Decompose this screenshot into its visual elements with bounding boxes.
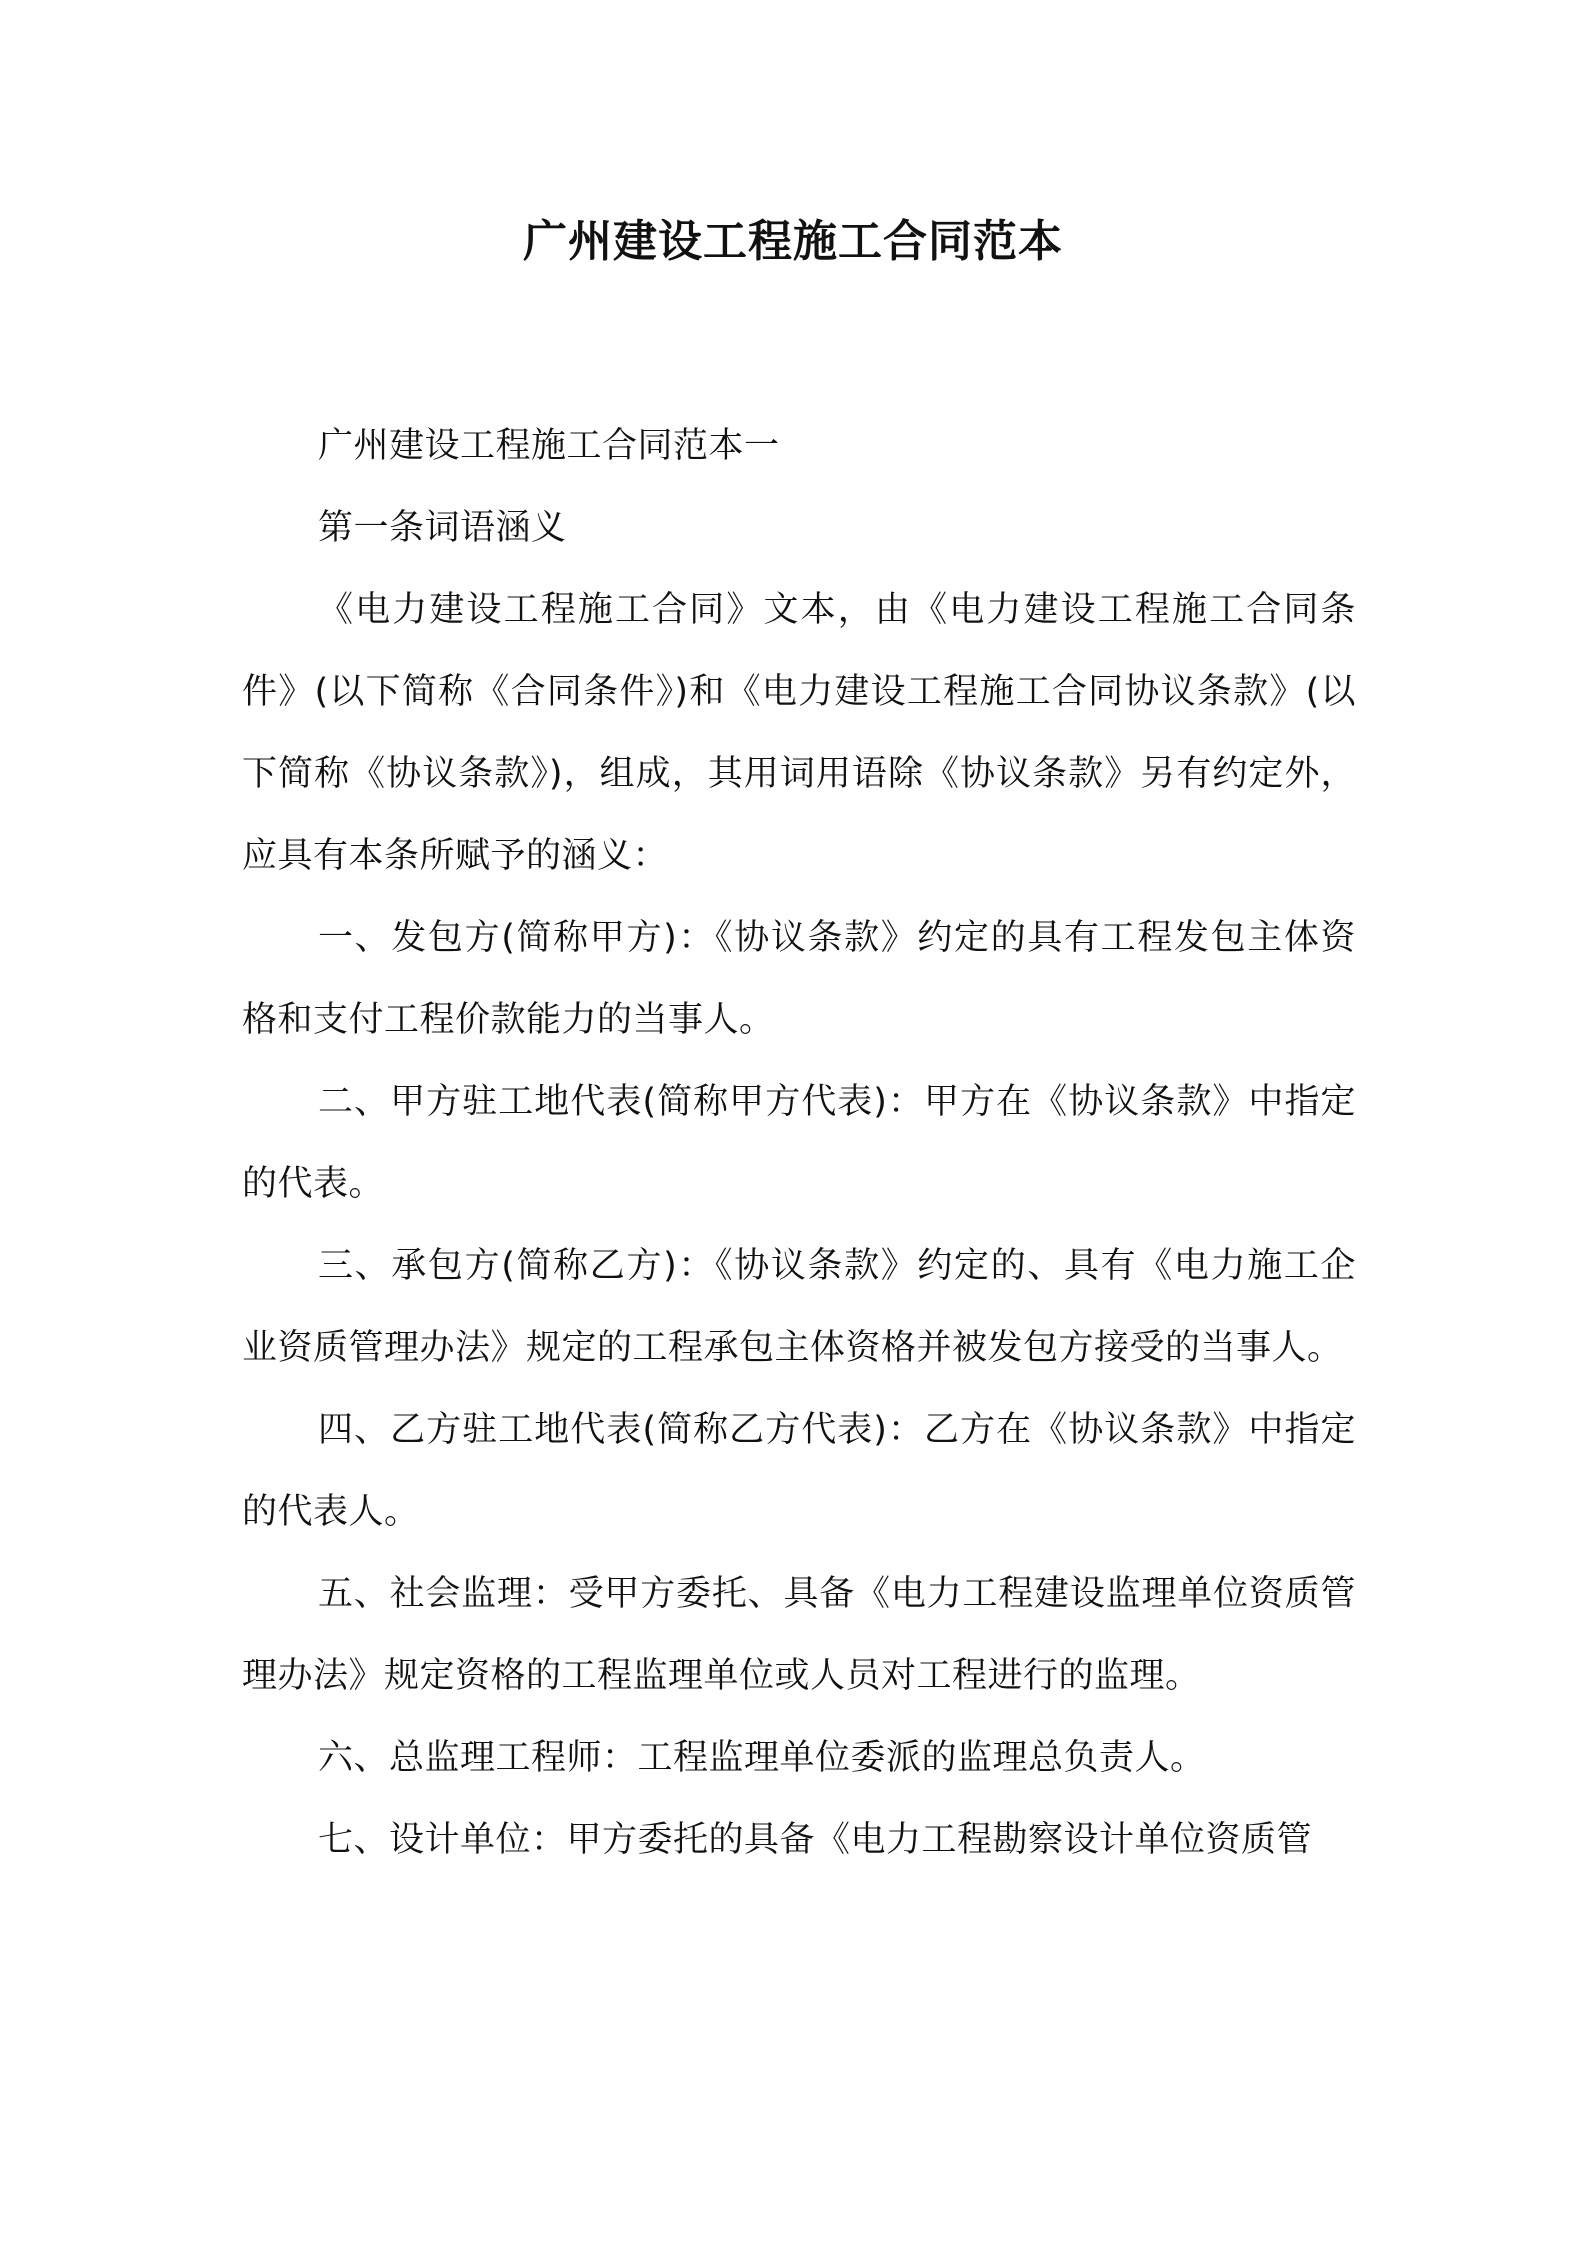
paragraph: 五、社会监理：受甲方委托、具备《电力工程建设监理单位资质管理办法》规定资格的工程监理单位或人员对工程进行的监理。 <box>242 1574 1356 1696</box>
paragraph: 《电力建设工程施工合同》文本，由《电力建设工程施工合同条件》(以下简称《合同条件》)和《电力建设工程施工合同协议条款》(以下简称《协议条款》)，组成，其用词用语除《协议条款》另有约定外，应具有本条所赋予的涵义： <box>242 590 1356 876</box>
paragraph: 一、发包方(简称甲方)：《协议条款》约定的具有工程发包主体资格和支付工程价款能力的当事人。 <box>242 918 1356 1040</box>
paragraph: 二、甲方驻工地代表(简称甲方代表)：甲方在《协议条款》中指定的代表。 <box>242 1082 1356 1204</box>
paragraph: 三、承包方(简称乙方)：《协议条款》约定的、具有《电力施工企业资质管理办法》规定的工程承包主体资格并被发包方接受的当事人。 <box>242 1246 1356 1368</box>
document-body <box>242 405 1356 1881</box>
paragraph-subtitle: 广州建设工程施工合同范本一 <box>318 426 780 466</box>
paragraph-article-heading: 第一条词语涵义 <box>318 508 567 548</box>
document-title: 广州建设工程施工合同范本 <box>523 216 1063 267</box>
paragraph: 四、乙方驻工地代表(简称乙方代表)：乙方在《协议条款》中指定的代表人。 <box>242 1410 1356 1532</box>
paragraph: 六、总监理工程师：工程监理单位委派的监理总负责人。 <box>318 1738 1206 1778</box>
paragraph: 七、设计单位：甲方委托的具备《电力工程勘察设计单位资质管 <box>318 1820 1313 1860</box>
